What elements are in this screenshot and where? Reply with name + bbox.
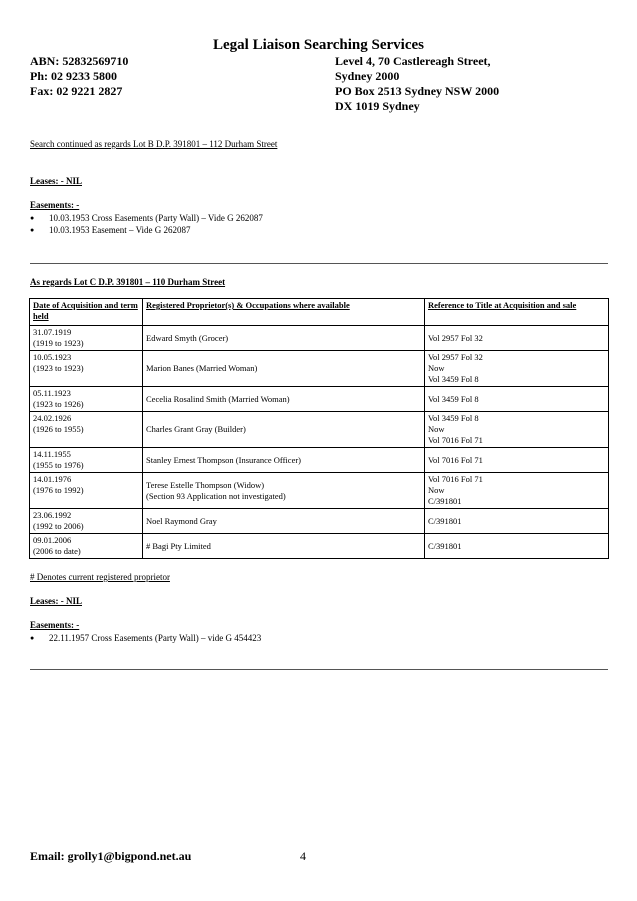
column-header-reference: Reference to Title at Acquisition and sale	[425, 299, 609, 326]
address-line: Level 4, 70 Castlereagh Street,	[335, 54, 491, 68]
reference-cell	[425, 387, 609, 412]
term-held: (1923 to 1926)	[33, 399, 84, 409]
date-cell	[30, 326, 143, 351]
list-item: ● 10.03.1953 Cross Easements (Party Wall) – Vide G 262087	[30, 212, 263, 224]
letterhead-contact	[30, 54, 128, 99]
section1-leases: Leases: - NIL	[30, 176, 82, 186]
term-held: (1992 to 2006)	[33, 521, 84, 531]
address-line: Sydney 2000	[335, 69, 400, 83]
proprietor-note: (Section 93 Application not investigated)	[146, 490, 286, 501]
term-held: (2006 to date)	[33, 546, 81, 556]
title-reference: Now	[428, 363, 445, 373]
term-held: (1976 to 1992)	[33, 485, 84, 495]
table-row	[30, 509, 609, 534]
proprietor-name: Marion Banes (Married Woman)	[146, 363, 258, 373]
proprietor-name: Terese Estelle Thompson (Widow)	[146, 479, 265, 490]
letterhead-address	[335, 54, 499, 114]
proprietor-cell	[143, 326, 425, 351]
reference-cell	[425, 412, 609, 448]
date-cell	[30, 534, 143, 559]
date-cell	[30, 351, 143, 387]
address-line: DX 1019 Sydney	[335, 99, 420, 113]
phone-line: Ph: 02 9233 5800	[30, 69, 117, 83]
table-row	[30, 351, 609, 387]
acquisition-date: 10.05.1923	[33, 352, 72, 362]
reference-cell	[425, 351, 609, 387]
acquisition-date: 23.06.1992	[33, 510, 72, 520]
title-reference: Vol 3459 Fol 8	[428, 374, 479, 384]
table-row	[30, 326, 609, 351]
column-header-date: Date of Acquisition and term held	[30, 299, 143, 326]
table-row	[30, 387, 609, 412]
reference-cell	[425, 448, 609, 473]
reference-cell	[425, 326, 609, 351]
proprietor-cell	[143, 448, 425, 473]
title-reference: Vol 3459 Fol 8	[428, 393, 479, 404]
title-reference: Vol 2957 Fol 32	[428, 352, 483, 362]
proprietor-name: Edward Smyth (Grocer)	[146, 332, 229, 343]
column-header-proprietor: Registered Proprietor(s) & Occupations where available	[143, 299, 425, 326]
list-item: ● 22.11.1957 Cross Easements (Party Wall) – vide G 454423	[30, 632, 261, 644]
term-held: (1919 to 1923)	[33, 338, 84, 348]
acquisition-date: 14.01.1976	[33, 474, 72, 484]
section2-easements-heading: Easements: -	[30, 620, 80, 630]
title-reference: C/391801	[428, 496, 462, 506]
reference-cell	[425, 534, 609, 559]
address-line: PO Box 2513 Sydney NSW 2000	[335, 84, 500, 98]
date-cell	[30, 412, 143, 448]
reference-cell	[425, 473, 609, 509]
section2-easements-list	[30, 632, 261, 644]
term-held: (1923 to 1923)	[33, 363, 84, 373]
acquisition-date: 24.02.1926	[33, 413, 72, 423]
table-row	[30, 473, 609, 509]
section1-easements-heading: Easements: -	[30, 200, 80, 210]
term-held: (1926 to 1955)	[33, 424, 84, 434]
proprietor-name: Noel Raymond Gray	[146, 515, 217, 526]
title-reference: C/391801	[428, 515, 462, 526]
date-cell	[30, 473, 143, 509]
abn-line: ABN: 52832569710	[30, 54, 129, 68]
acquisition-date: 05.11.1923	[33, 388, 71, 398]
title-chain-table	[29, 298, 609, 559]
date-cell	[30, 448, 143, 473]
divider	[30, 669, 608, 670]
acquisition-date: 31.07.1919	[33, 327, 72, 337]
table-row	[30, 534, 609, 559]
letterhead-title: Legal Liaison Searching Services	[213, 37, 424, 53]
term-held: (1955 to 1976)	[33, 460, 84, 470]
acquisition-date: 14.11.1955	[33, 449, 71, 459]
current-proprietor-note: # Denotes current registered proprietor	[30, 572, 170, 582]
section1-heading: Search continued as regards Lot B D.P. 391801 – 112 Durham Street	[30, 139, 278, 149]
section2-heading: As regards Lot C D.P. 391801 – 110 Durham Street	[30, 277, 226, 287]
proprietor-cell	[143, 534, 425, 559]
list-item: ● 10.03.1953 Easement – Vide G 262087	[30, 224, 263, 236]
title-reference: Vol 7016 Fol 71	[428, 454, 483, 465]
title-reference: Vol 3459 Fol 8	[428, 413, 479, 423]
proprietor-cell	[143, 387, 425, 412]
proprietor-cell	[143, 412, 425, 448]
proprietor-name: # Bagi Pty Limited	[146, 540, 211, 551]
title-reference: Now	[428, 485, 445, 495]
date-cell	[30, 387, 143, 412]
section1-easements-list	[30, 212, 263, 236]
section2-leases: Leases: - NIL	[30, 596, 82, 606]
table-row	[30, 412, 609, 448]
fax-line: Fax: 02 9221 2827	[30, 84, 123, 98]
proprietor-cell	[143, 351, 425, 387]
date-cell	[30, 509, 143, 534]
footer-email: Email: grolly1@bigpond.net.au	[30, 849, 192, 863]
acquisition-date: 09.01.2006	[33, 535, 72, 545]
title-reference: C/391801	[428, 540, 462, 551]
table-header-row	[30, 299, 609, 326]
proprietor-name: Charles Grant Gray (Builder)	[146, 424, 246, 434]
divider	[30, 263, 608, 264]
title-reference: Vol 7016 Fol 71	[428, 474, 483, 484]
proprietor-cell	[143, 473, 425, 509]
reference-cell	[425, 509, 609, 534]
proprietor-name: Stanley Ernest Thompson (Insurance Officer)	[146, 454, 302, 465]
title-reference: Vol 7016 Fol 71	[428, 435, 483, 445]
page-number: 4	[300, 849, 306, 863]
title-reference: Now	[428, 424, 445, 434]
title-reference: Vol 2957 Fol 32	[428, 332, 483, 343]
proprietor-cell	[143, 509, 425, 534]
table-row	[30, 448, 609, 473]
proprietor-name: Cecelia Rosalind Smith (Married Woman)	[146, 393, 290, 404]
